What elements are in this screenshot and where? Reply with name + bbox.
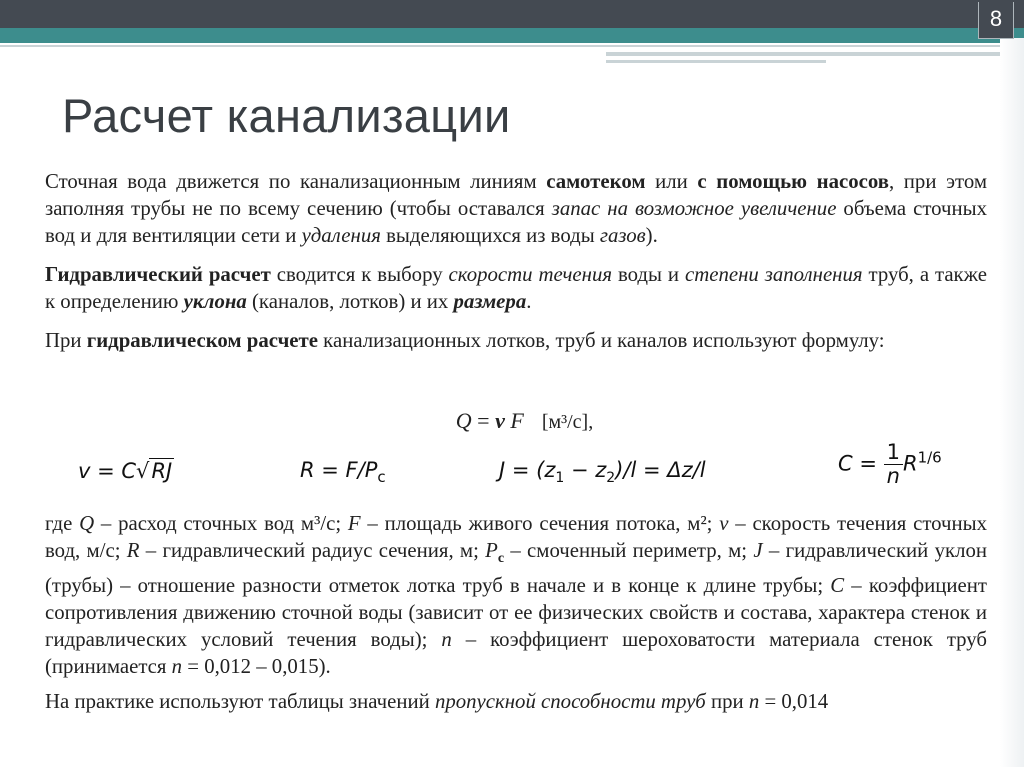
text-run: (каналов, лотков) и их [246, 290, 454, 313]
text-run: с [497, 551, 505, 567]
text-run: При [45, 329, 87, 352]
text-run: P [485, 539, 498, 562]
text-run: F [347, 512, 361, 535]
text-run: запас на возможное [551, 197, 734, 220]
square-root: √RJ [136, 459, 173, 483]
text-run: = 0,014 [759, 690, 829, 714]
text-run: – коэффициент сопротивления движению сточной воды (зависит от ее физических свойств и состава, характера стенок и гидравлических условий течения воды); [45, 574, 987, 652]
fraction: $\frac{1}{n}$ [884, 441, 903, 488]
text-run: степени заполнения [685, 263, 863, 286]
text-run: n [171, 655, 183, 679]
text-run: Гидравлический расчет [45, 263, 271, 286]
text-run: – скорость течения сточных вод, м/с; [45, 512, 987, 562]
header-deco-line-1 [0, 45, 1000, 47]
slope-formula: $J = (z_1 - z_2)/l = \Delta z/l$ [499, 458, 706, 487]
text-run: Q [79, 512, 95, 535]
header-deco-line-3 [606, 60, 826, 63]
hydraulic-calc-paragraph [45, 261, 987, 315]
text-run: . [526, 290, 532, 313]
text-run: – расход сточных вод м³/с; [94, 512, 348, 535]
definitions-block [45, 510, 987, 715]
text-run: = 0,012 – 0,015). [182, 655, 331, 679]
header-deco-line-2 [606, 52, 1000, 56]
text-run: канализационных лотков, труб и каналов используют формулу: [317, 329, 885, 352]
text-run: воды и [612, 263, 685, 286]
text-run: с помощью насосов [697, 170, 889, 193]
chezy-coefficient-formula: C = $\frac{1}{n}$ $R^{1/6}$ [838, 440, 942, 488]
text-run: пропускной способности труб [434, 690, 706, 714]
header-accent-bar [0, 28, 1024, 43]
text-run: сводится к выбору [270, 263, 449, 286]
text-run: , при этом заполняя трубы не по всему сечению (чтобы оставался [45, 170, 987, 220]
text-run: – коэффициент шероховатости материала стенок труб (принимается [45, 628, 987, 679]
text-run: Сточная вода движется по канализационным линиям [45, 170, 547, 193]
text-run: уклона [183, 290, 247, 313]
text-run: R [126, 539, 140, 562]
header-bar [0, 0, 1024, 28]
text-run: J [753, 539, 763, 562]
text-run: гидравлическом расчете [86, 329, 318, 352]
text-run: объема сточных вод и для вентиляции сети и [45, 197, 987, 247]
text-run: труб, а также к определению [45, 263, 987, 313]
slide-body [45, 168, 987, 354]
text-run: газов [599, 224, 646, 247]
velocity-formula: v = C√RJ [78, 459, 173, 483]
text-run [734, 197, 741, 220]
text-run: выделяющихся из воды [380, 224, 600, 247]
text-run: самотеком [546, 170, 646, 193]
text-run: при [705, 690, 749, 714]
slide-side-shadow [1000, 38, 1024, 767]
definitions-paragraph [45, 510, 987, 680]
slide-number: 8 [978, 2, 1014, 39]
text-run: n [441, 628, 452, 652]
text-run: C [830, 574, 845, 598]
text-run: v [719, 512, 729, 535]
formula-intro-paragraph [45, 327, 987, 354]
practice-paragraph [45, 688, 987, 715]
text-run: – смоченный периметр, м; [504, 539, 754, 562]
text-run: размера [453, 290, 527, 313]
text-run: или [645, 170, 698, 193]
hydraulic-radius-formula: $R = F/P_c$ [300, 458, 386, 487]
text-run: увеличение [740, 197, 837, 220]
text-run: удаления [301, 224, 381, 247]
text-run: где [45, 512, 80, 535]
text-run: n [748, 690, 760, 714]
text-run: – площадь живого сечения потока, м²; [360, 512, 720, 535]
text-run: – гидравлический радиус сечения, м; [139, 539, 486, 562]
text-run: На практике используют таблицы значений [45, 690, 435, 714]
text-run: – гидравлический уклон (трубы) – отношение разности отметок лотка труб в начале и в конце к длине трубы; [45, 539, 987, 598]
text-run: скорости течения [448, 263, 613, 286]
text-run: ). [645, 224, 658, 247]
slide-title: Расчет канализации [62, 89, 511, 142]
flow-rate-formula: Q = v F [м³/с], [455, 408, 594, 433]
intro-paragraph [45, 168, 987, 249]
